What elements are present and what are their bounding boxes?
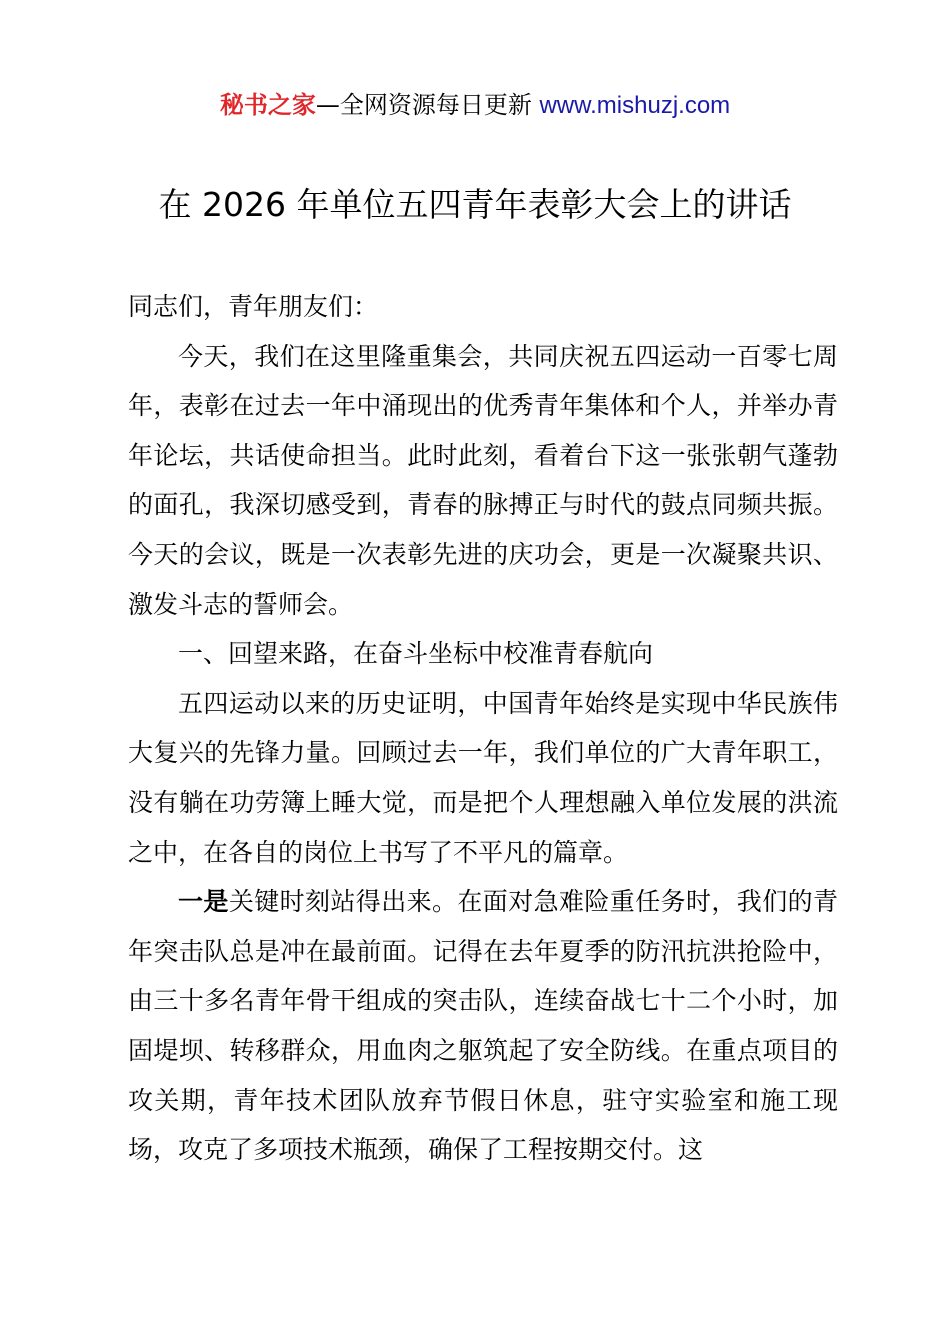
site-url-link[interactable]: www.mishuzj.com — [539, 92, 731, 119]
paragraph-lead: 一是 — [178, 887, 229, 917]
salutation: 同志们，青年朋友们： — [128, 292, 379, 321]
site-brand: 秘书之家 — [219, 91, 316, 119]
paragraph-first-point — [128, 877, 838, 1175]
paragraph-history: 五四运动以来的历史证明，中国青年始终是实现中华民族伟大复兴的先锋力量。回顾过去一年，我们单位的广大青年职工，没有躺在功劳簿上睡大觉，而是把个人理想融入单位发展的洪流之中，在各自的岗位上书写了不平凡的篇章。 — [128, 688, 838, 867]
document-body — [128, 282, 838, 1175]
section-heading: 一、回望来路，在奋斗坐标中校准青春航向 — [178, 639, 654, 669]
paragraph-intro: 今天，我们在这里隆重集会，共同庆祝五四运动一百零七周年，表彰在过去一年中涌现出的优秀青年集体和个人，并举办青年论坛，共话使命担当。此时此刻，看着台下这一张张朝气蓬勃的面孔，我深切感受到，青春的脉搏正与时代的鼓点同频共振。今天的会议，既是一次表彰先进的庆功会，更是一次凝聚共识、激发斗志的誓师会。 — [128, 341, 838, 619]
site-tagline: —全网资源每日更新 — [315, 91, 540, 119]
site-header — [0, 88, 950, 123]
paragraph-first-point-text: 关键时刻站得出来。在面对急难险重任务时，我们的青年突击队总是冲在最前面。记得在去年夏季的防汛抗洪抢险中，由三十多名青年骨干组成的突击队，连续奋战七十二个小时，加固堤坝、转移群众，用血肉之躯筑起了安全防线。在重点项目的攻关期，青年技术团队放弃节假日休息，驻守实验室和施工现场，攻克了多项技术瓶颈，确保了工程按期交付。这 — [128, 887, 838, 1165]
document-title: 在 2026 年单位五四青年表彰大会上的讲话 — [158, 185, 792, 224]
